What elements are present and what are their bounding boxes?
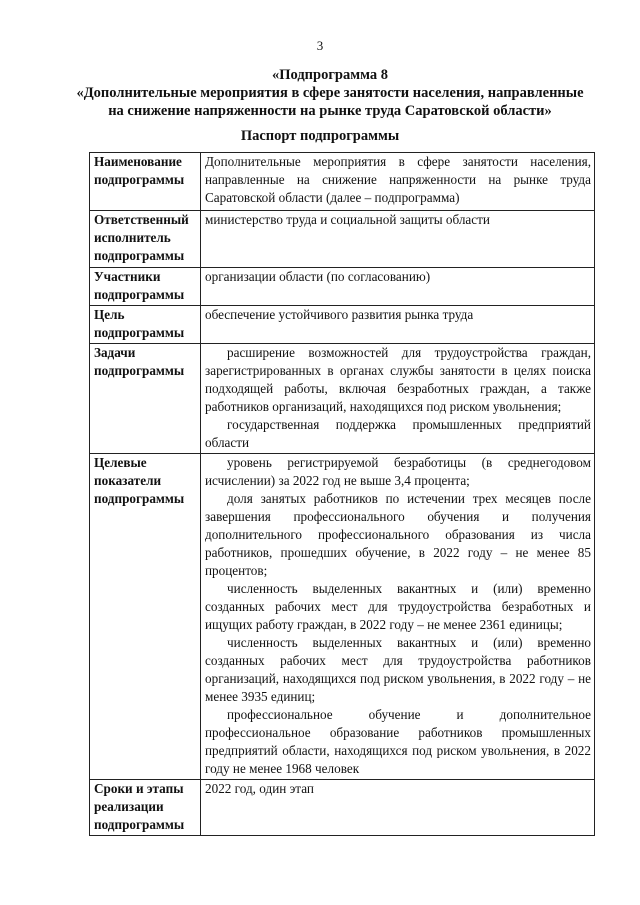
row-value xyxy=(201,306,595,344)
row-value xyxy=(201,268,595,306)
row-paragraph: 2022 год, один этап xyxy=(205,781,314,796)
row-label: Участники подпрограммы xyxy=(90,268,201,306)
row-paragraph: численность выделенных вакантных и (или) временно созданных рабочих мест для трудоустройства безработных и ищущих работу граждан, в 2022 году – не менее 2361 единицы; xyxy=(205,581,591,632)
table-row xyxy=(90,454,595,780)
row-value xyxy=(201,344,595,454)
row-label: Ответственный исполнитель подпрограммы xyxy=(90,211,201,268)
table-row xyxy=(90,780,595,836)
passport-title: Паспорт подпрограммы xyxy=(240,128,400,144)
heading-line-1: «Подпрограмма 8 xyxy=(271,67,389,83)
row-value xyxy=(201,454,595,780)
row-paragraph: организации области (по согласованию) xyxy=(205,269,431,284)
row-label: Цель подпрограммы xyxy=(90,306,201,344)
table-row xyxy=(90,306,595,344)
row-paragraph: численность выделенных вакантных и (или) временно созданных рабочих мест для трудоустройства работников организаций, находящихся под риском увольнения, в 2022 году – не менее 3935 единиц; xyxy=(205,635,591,704)
row-paragraph: расширение возможностей для трудоустройства граждан, зарегистрированных в органах службы занятости в целях поиска подходящей работы, включая безработных граждан, а также работников организаций, находящихся под риском увольнения; xyxy=(205,345,591,414)
passport-table xyxy=(89,152,595,836)
table-row xyxy=(90,344,595,454)
row-label: Сроки и этапы реализации подпрограммы xyxy=(90,780,201,836)
table-row xyxy=(90,211,595,268)
page-number: 3 xyxy=(316,38,324,53)
row-label: Целевые показатели подпрограммы xyxy=(90,454,201,780)
heading-line-2: «Дополнительные мероприятия в сфере занятости населения, направленные xyxy=(76,85,584,101)
row-paragraph: государственная поддержка промышленных предприятий области xyxy=(205,417,591,450)
row-label: Задачи подпрограммы xyxy=(90,344,201,454)
row-label: Наименование подпрограммы xyxy=(90,153,201,211)
row-paragraph: Дополнительные мероприятия в сфере занятости населения, направленные на снижение напряженности на рынке труда Саратовской области (далее – подпрограмма) xyxy=(205,154,591,205)
row-paragraph: доля занятых работников по истечении трех месяцев после завершения профессионального обучения и получения дополнительного профессионального образования из числа работников, прошедших обучение, в 2022 году – не менее 85 процентов; xyxy=(205,491,591,578)
table-row xyxy=(90,268,595,306)
row-paragraph: министерство труда и социальной защиты области xyxy=(205,212,490,227)
table-row xyxy=(90,153,595,211)
row-value xyxy=(201,211,595,268)
row-paragraph: обеспечение устойчивого развития рынка труда xyxy=(205,307,474,322)
row-paragraph: уровень регистрируемой безработицы (в среднегодовом исчислении) за 2022 год не выше 3,4 процента; xyxy=(205,455,591,488)
row-paragraph: профессиональное обучение и дополнительное профессиональное образование работников промышленных предприятий области, находящихся под риском увольнения, в 2022 году не менее 1968 человек xyxy=(205,707,591,776)
row-value xyxy=(201,153,595,211)
heading-line-3: на снижение напряженности на рынке труда Саратовской области» xyxy=(108,103,552,119)
row-value xyxy=(201,780,595,836)
document-heading xyxy=(60,66,600,120)
